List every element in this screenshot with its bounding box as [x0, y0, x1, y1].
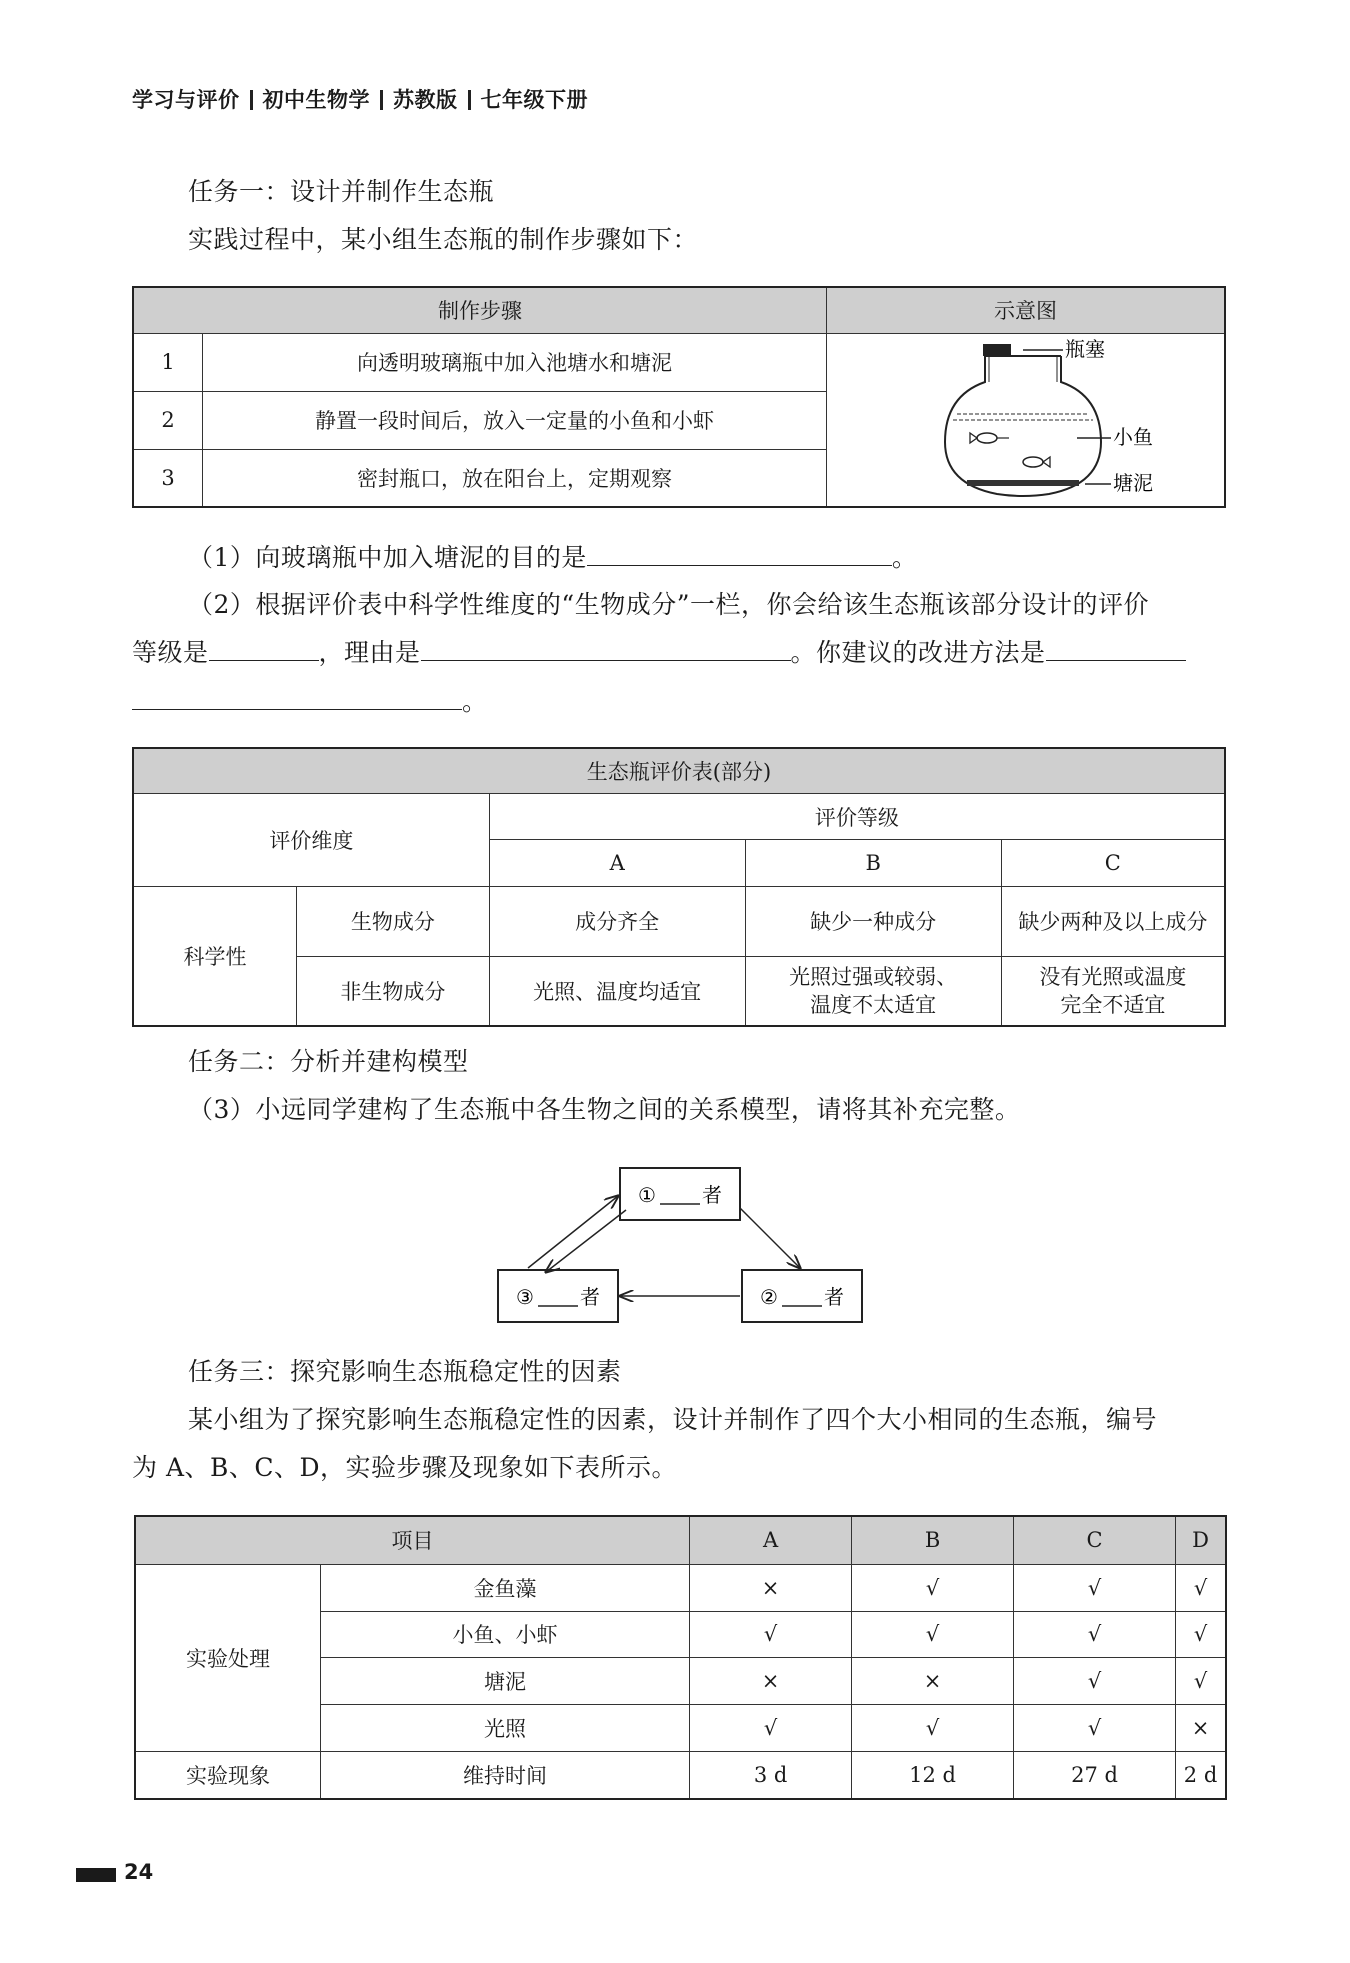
mark-cell: √	[1014, 1564, 1176, 1611]
duration-cell: 27 d	[1014, 1752, 1176, 1799]
grade-cell	[1001, 956, 1225, 1026]
bottle-a-header: A	[690, 1516, 852, 1564]
answer-blank[interactable]	[587, 543, 892, 566]
task3-intro-line1: 某小组为了探究影响生态瓶稳定性的因素，设计并制作了四个大小相同的生态瓶，编号	[188, 1405, 1158, 1434]
header-grade: 七年级下册	[480, 88, 588, 112]
table-row	[135, 1752, 1226, 1799]
step-text: 向透明玻璃瓶中加入池塘水和塘泥	[203, 333, 827, 391]
page-number-bar	[76, 1868, 116, 1882]
grade-a-header: A	[489, 840, 745, 887]
row-label: 生物成分	[297, 886, 490, 956]
stopper-label: 瓶塞	[1065, 336, 1105, 361]
mark-cell: √	[852, 1564, 1014, 1611]
page-header	[132, 84, 588, 114]
mark-cell: √	[690, 1705, 852, 1752]
arrow-producer-to-consumer	[740, 1208, 800, 1268]
step-text: 静置一段时间后，放入一定量的小鱼和小虾	[203, 391, 827, 449]
bottle-stopper	[983, 344, 1011, 356]
table-row	[135, 1564, 1226, 1611]
grade-c-header: C	[1001, 840, 1225, 887]
task2-title: 任务二：分析并建构模型	[188, 1047, 469, 1076]
header-subject: 初中生物学	[262, 88, 370, 112]
header-separator	[380, 90, 383, 110]
mark-cell: √	[1014, 1611, 1176, 1658]
table-row	[133, 956, 1225, 1026]
bottle-b-header: B	[852, 1516, 1014, 1564]
question-2-line2	[132, 637, 1186, 669]
mark-cell: √	[1176, 1564, 1226, 1611]
duration-cell: 2 d	[1176, 1752, 1226, 1799]
task1-intro: 实践过程中，某小组生态瓶的制作步骤如下：	[188, 225, 699, 254]
step-number: 1	[133, 333, 203, 391]
box-3-number: ③	[516, 1285, 534, 1309]
row-label: 维持时间	[321, 1752, 690, 1799]
task3-intro-line2: 为 A、B、C、D，实验步骤及现象如下表所示。	[132, 1453, 678, 1482]
steps-table	[132, 286, 1226, 508]
arrow-producer-to-decomposer	[546, 1210, 626, 1272]
answer-blank[interactable]	[132, 687, 462, 710]
mark-cell: √	[1176, 1611, 1226, 1658]
grade-cell-line: 完全不适宜	[1060, 992, 1166, 1017]
question-1-end: 。	[891, 543, 918, 572]
mark-cell: √	[1014, 1705, 1176, 1752]
mark-cell: ×	[690, 1658, 852, 1705]
question-2-line3	[132, 686, 488, 718]
box-1-suffix: 者	[702, 1183, 722, 1207]
task3-title: 任务三：探究影响生态瓶稳定性的因素	[188, 1357, 622, 1386]
grade-cell: 光照、温度均适宜	[489, 956, 745, 1026]
grade-cell: 成分齐全	[489, 886, 745, 956]
grade-b-header: B	[745, 840, 1001, 887]
question-2-text: 。你建议的改进方法是	[790, 638, 1046, 667]
mark-cell: √	[690, 1611, 852, 1658]
grade-cell-line: 温度不太适宜	[810, 992, 937, 1017]
mark-cell: √	[852, 1611, 1014, 1658]
question-2-text: ，理由是	[318, 638, 421, 667]
arrow-decomposer-to-producer	[528, 1196, 618, 1268]
evaluation-table	[132, 747, 1226, 1027]
answer-blank[interactable]	[209, 638, 319, 661]
group-label-result: 实验现象	[135, 1752, 321, 1799]
mark-cell: √	[852, 1705, 1014, 1752]
question-1	[188, 542, 917, 574]
group-label-treatment: 实验处理	[135, 1564, 321, 1752]
diagram-header: 示意图	[827, 287, 1226, 333]
answer-blank[interactable]	[421, 638, 791, 661]
item-header: 项目	[135, 1516, 690, 1564]
row-label: 塘泥	[321, 1658, 690, 1705]
dimension-header: 评价维度	[133, 793, 489, 886]
task1-title: 任务一：设计并制作生态瓶	[188, 177, 495, 206]
step-number: 2	[133, 391, 203, 449]
bottle-d-header: D	[1176, 1516, 1226, 1564]
page-number: 24	[124, 1860, 154, 1884]
mark-cell: ×	[690, 1564, 852, 1611]
row-label: 光照	[321, 1705, 690, 1752]
mark-cell: ×	[1176, 1705, 1226, 1752]
question-2-text: 等级是	[132, 638, 209, 667]
step-text: 密封瓶口，放在阳台上，定期观察	[203, 449, 827, 507]
steps-header: 制作步骤	[133, 287, 827, 333]
mark-cell: √	[1176, 1658, 1226, 1705]
fish-icon	[1023, 457, 1050, 467]
relationship-model-diagram	[490, 1160, 870, 1330]
grade-cell: 缺少一种成分	[745, 886, 1001, 956]
grade-header: 评价等级	[489, 793, 1225, 840]
box-2-suffix: 者	[824, 1285, 844, 1309]
bottle-c-header: C	[1014, 1516, 1176, 1564]
fish-label: 小鱼	[1113, 424, 1153, 449]
fish-icon	[970, 433, 1009, 443]
mud-layer	[967, 480, 1079, 486]
header-edition: 苏教版	[393, 88, 458, 112]
row-label: 非生物成分	[297, 956, 490, 1026]
question-3: （3）小远同学建构了生态瓶中各生物之间的关系模型，请将其补充完整。	[188, 1095, 1021, 1124]
mark-cell: ×	[852, 1658, 1014, 1705]
table-row	[133, 886, 1225, 956]
grade-cell-line: 光照过强或较弱、	[789, 964, 958, 989]
question-2-line1: （2）根据评价表中科学性维度的“生物成分”一栏，你会给该生态瓶该部分设计的评价	[188, 590, 1149, 619]
table-row	[133, 333, 1225, 391]
experiment-table	[134, 1515, 1227, 1800]
header-book-title: 学习与评价	[132, 88, 240, 112]
bottle-diagram-cell	[827, 333, 1226, 507]
row-label: 小鱼、小虾	[321, 1611, 690, 1658]
grade-cell-line: 没有光照或温度	[1039, 964, 1187, 989]
row-label: 金鱼藻	[321, 1564, 690, 1611]
duration-cell: 3 d	[690, 1752, 852, 1799]
header-separator	[468, 90, 471, 110]
box-2-number: ②	[760, 1285, 778, 1309]
answer-blank[interactable]	[1046, 638, 1186, 661]
header-separator	[250, 90, 253, 110]
grade-cell	[745, 956, 1001, 1026]
duration-cell: 12 d	[852, 1752, 1014, 1799]
bottle-outline	[945, 356, 1101, 496]
question-2-end: 。	[462, 687, 488, 716]
evaluation-table-title: 生态瓶评价表(部分)	[133, 748, 1225, 793]
box-1-number: ①	[638, 1183, 656, 1207]
box-3-suffix: 者	[580, 1285, 600, 1309]
mark-cell: √	[1014, 1658, 1176, 1705]
step-number: 3	[133, 449, 203, 507]
grade-cell: 缺少两种及以上成分	[1001, 886, 1225, 956]
question-1-text: （1）向玻璃瓶中加入塘泥的目的是	[188, 543, 587, 572]
category-label: 科学性	[133, 886, 297, 1026]
mud-label: 塘泥	[1113, 470, 1153, 495]
eco-bottle-diagram	[827, 334, 1222, 506]
